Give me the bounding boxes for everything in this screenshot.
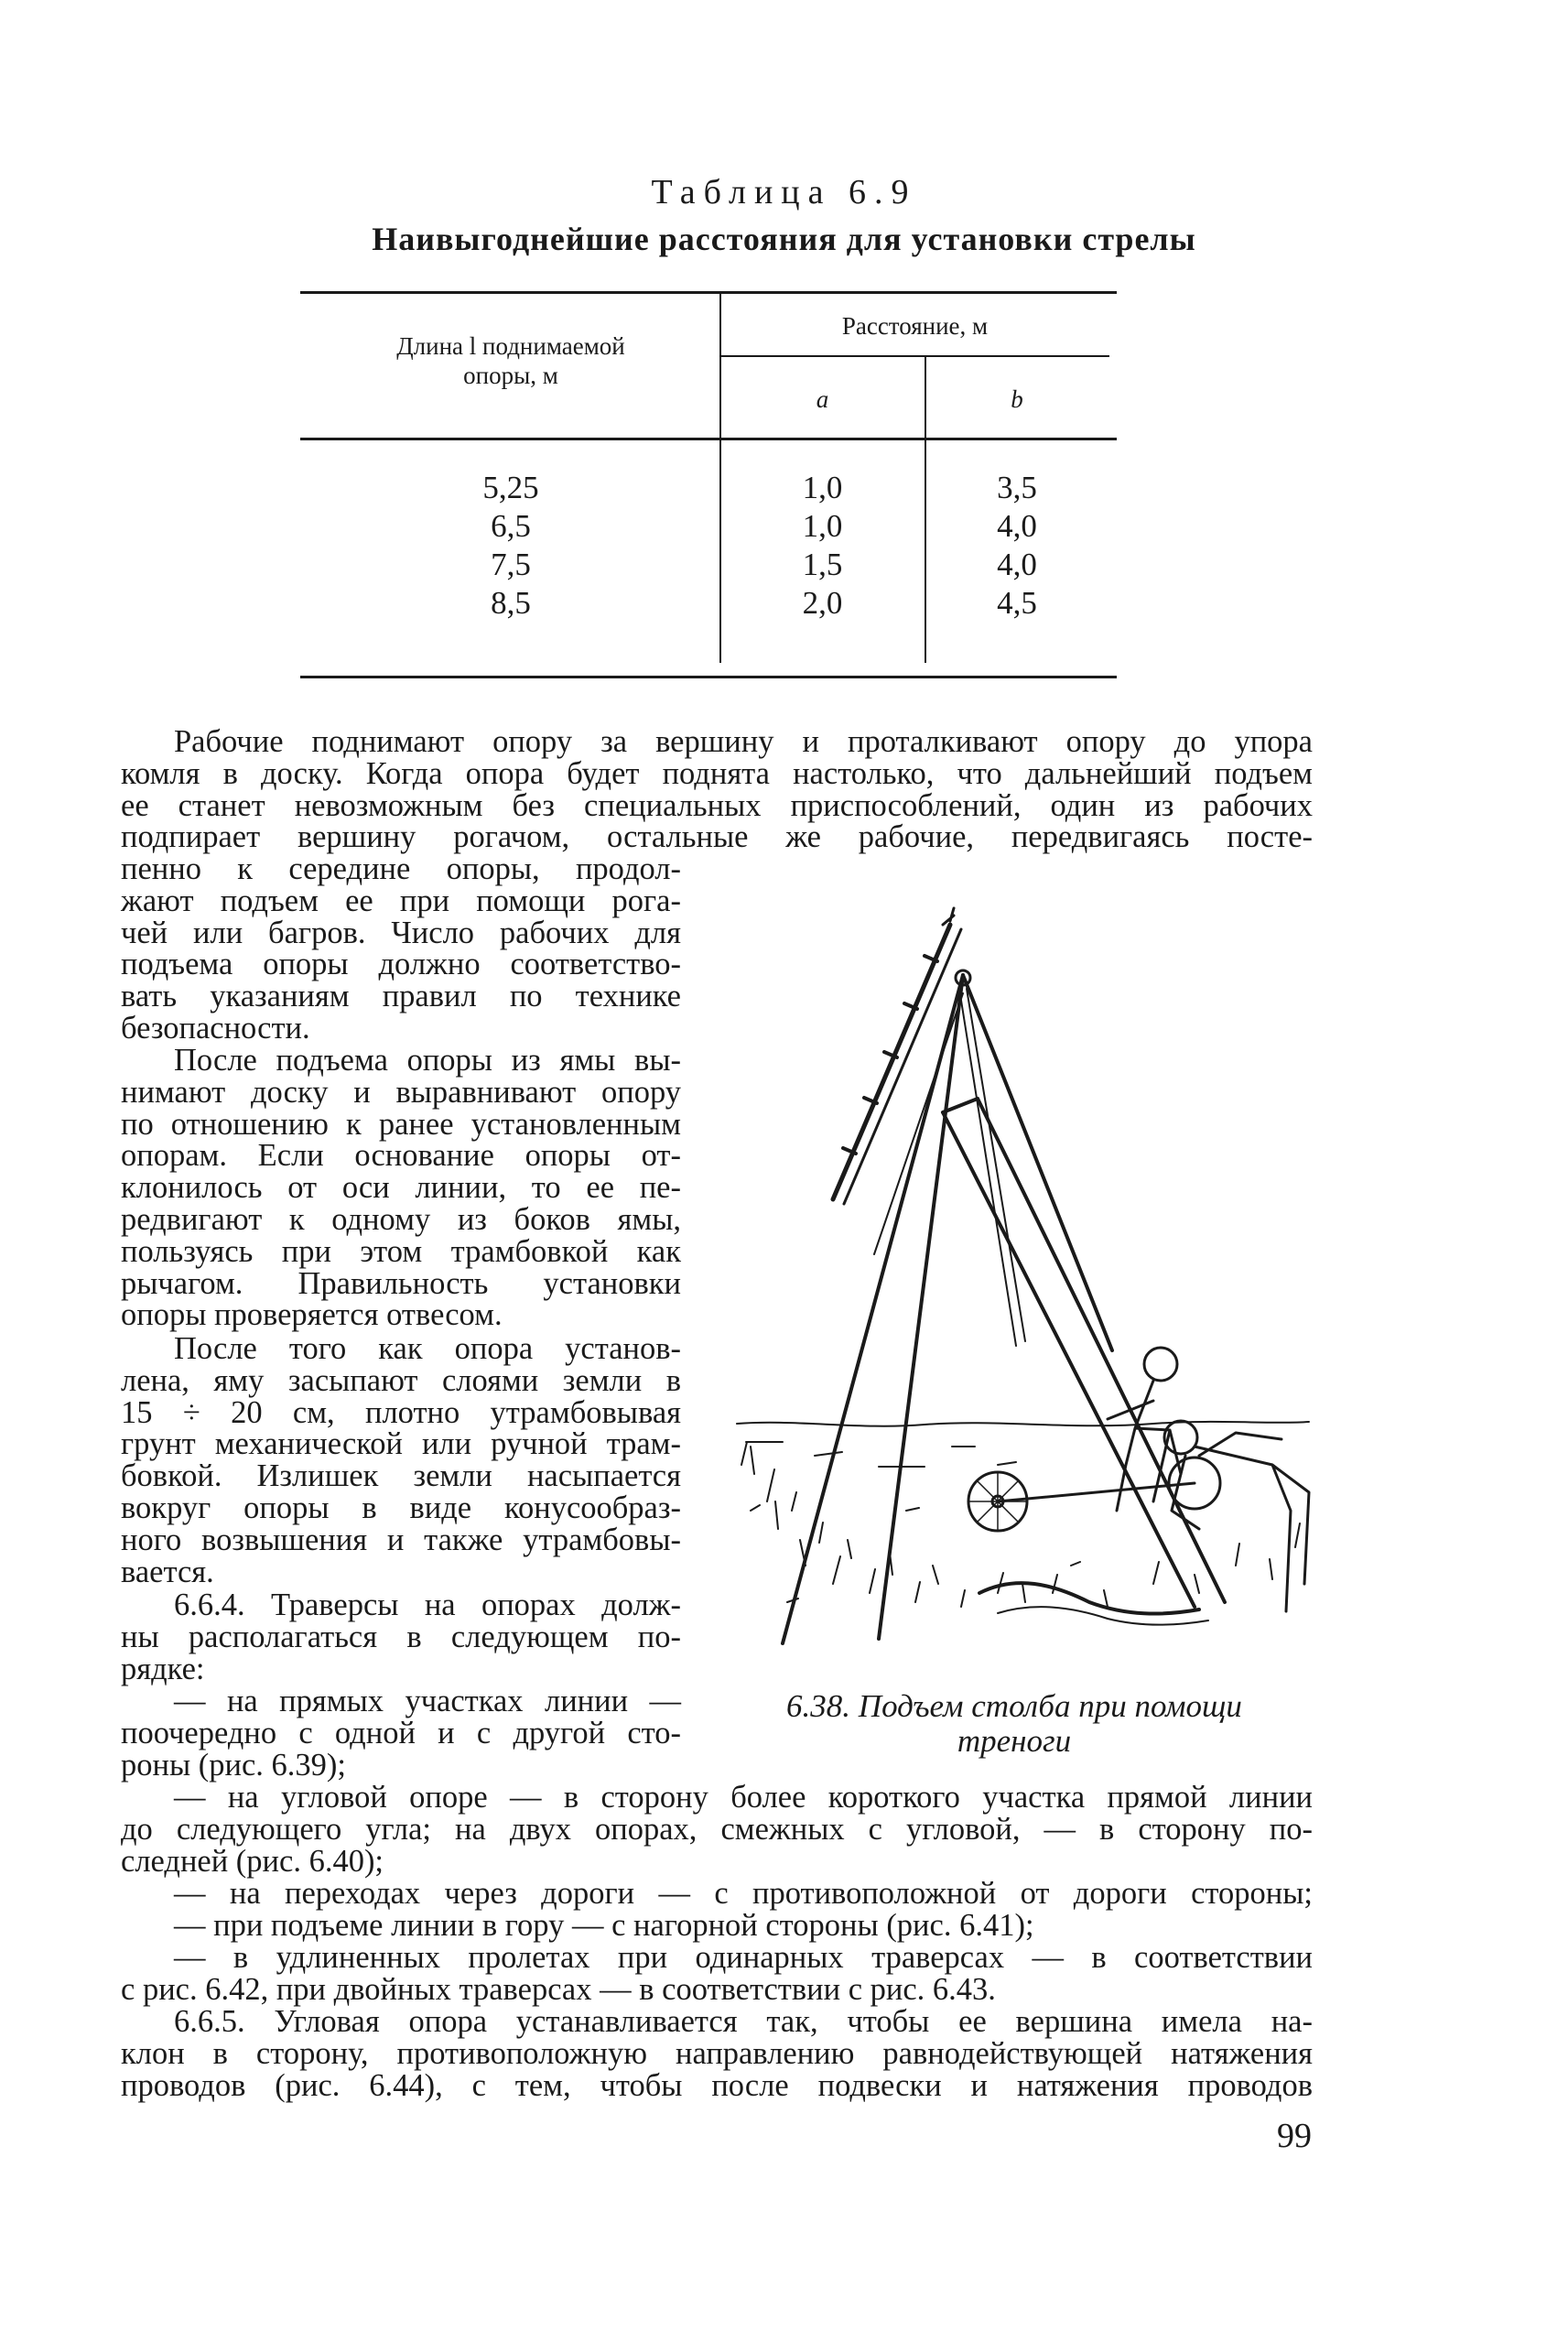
paragraph-7: — на переходах через дороги — с противоположной от дороги стороны; [174,1876,1313,1911]
table-bottom-rule [300,676,1117,678]
crossarm [833,925,950,1199]
header-a: a [816,385,829,413]
paragraph-3: После того как опора установ- лена, яму засыпают слоями земли в 15 ÷ 20 см, плотно утрамбовывая грунт механической или ручной трам- бовкой. Излишек земли насыпается вокруг опоры в виде конусообраз- ного возвышения и также утрамбовы- вается. [121,1331,681,1589]
table-header-rule [300,438,1117,440]
header-b: b [1011,385,1023,413]
ground-line [737,1422,1309,1426]
worker-bent [1164,1421,1309,1611]
paragraph-10: 6.6.5. Угловая опора устанавливается так, чтобы ее вершина имела на- клон в сторону, противоположную направлению равнодействующей натяжения проводов (рис. 6.44), с тем, чтобы после подвески и натяжения проводов [121,2004,1313,2103]
paragraph-8: — при подъеме линии в гору — с нагорной стороны (рис. 6.41); [174,1908,1034,1943]
table-title: Наивыгоднейшие расстояния для установки стрелы [372,221,1196,257]
paragraph-4: 6.6.4. Траверсы на опорах долж- ны располагаться в следующем по- рядке: [121,1588,681,1686]
table-subheader-rule [720,355,1109,357]
page-number: 99 [1277,2117,1312,2155]
paragraph-2: После подъема опоры из ямы вы- нимают доску и выравнивают опору по отношению к ранее установленным опорам. Если основание опоры от- клонилось от оси линии, то ее пе- редвигают к одному из боков ямы, пользуясь при этом трамбовкой как рычагом. Правильность установки опоры проверяется отвесом. [121,1043,681,1333]
paragraph-6: — на угловой опоре — в сторону более короткого участка прямой линии до следующего угла; на двух опорах, смежных с угловой, — в сторону по- следней (рис. 6.40); [121,1780,1313,1879]
pole-body [943,1099,1225,1607]
table-label: Таблица 6.9 [651,173,917,211]
paragraph-5: — на прямых участках линии — поочередно с одной и с другой сто- роны (рис. 6.39); [121,1684,681,1783]
header-distance: Расстояние, м [841,312,989,340]
figure-pole-raising-tripod [723,870,1318,1675]
table-top-rule [300,291,1117,294]
tripod-leg-right [963,975,1112,1350]
pole [833,1016,1108,1637]
paragraph-1-full: Рабочие поднимают опору за вершину и проталкивают опору до упора комля в доску. Когда опора будет поднята настолько, что дальнейший подъем ее станет невозможным без специальных приспособлений, один из рабочих подпирает вершину рогачом, остальные же рабочие, передвигаясь посте- [121,724,1313,855]
paragraph-9: — в удлиненных пролетах при одинарных траверсах — в соответствии с рис. 6.42, при двойных траверсах — в соответствии с рис. 6.43. [121,1940,1313,2007]
header-length: Длина l поднимаемой опоры, м [396,332,625,389]
paragraph-1-narrow: пенно к середине опоры, продол- жают подъем ее при помощи рога- чей или багров. Число рабочих для подъема опоры должно соответство- вать указаниям правил по технике безопасности. [121,851,681,1046]
tripod-leg-middle [879,975,963,1639]
document-page: Таблица 6.9 Наивыгоднейшие расстояния для установки стрелы Длина l поднимаемой опоры, м Расстояние, м a b 5,25 1,0 3,5 6,5 1,0 4,0 7,5 1,5 4,0 8,5 2,0 4,5 Рабочие поднимают опору за вершину и проталкивают опору до упора комля в доску. Когда опора будет поднята настолько, что дальнейший подъем ее станет невозможным без специальных приспособлений, один из рабочих подпирает вершину рогачом, остальные же рабочие, передвигаясь посте- пенно к середине опоры, продол- жают подъем ее при помощи рога- чей или багров. Число рабочих для подъема опоры должно соответство- вать указаниям правил по технике безопасности. После подъема опоры из ямы вы- нимают доску и выравнивают опору по отношению к ранее установленным опорам. Если основание опоры от- клонилось от оси линии, то ее пе- редвигают к одному из боков ямы, пользуясь при этом трамбовкой как рычагом. Правильность установки опоры проверяется отвесом. После того как опора установ- лена, яму засыпают слоями земли в 15 ÷ 20 см, плотно утрамбовывая грунт механической или ручной трам- бовкой. Излишек земли насыпается вокруг опоры в виде конусообраз- ного возвышения и также утрамбовы- вается. 6.6.4. Траверсы на опорах долж- ны располагаться в следующем по- рядке: — на прямых участках линии — поочередно с одной и с другой сто- роны (рис. 6.39); — на угловой опоре — в сторону более короткого участка прямой линии до следующего угла; на двух опорах, смежных с угловой, — в сторону по- следней (рис. 6.40); — на переходах через дороги — с противоположной от дороги стороны; — при подъеме линии в гору — с нагорной стороны (рис. 6.41); — в удлиненных пролетах при одинарных траверсах — в соответствии с рис. 6.42, при двойных траверсах — в соответствии с рис. 6.43. 6.6.5. Угловая опора устанавливается так, чтобы ее вершина имела на- клон в сторону, противоположную направлению равнодействующей натяжения проводов (рис. 6.44), с тем, чтобы после подвески и натяжения проводов 6.38. Подъем столба при помощи треноги 99 [0,0,1568,2341]
ground-horizon-marks [746,1442,1016,1467]
figure-caption: 6.38. Подъем столба при помощи треноги [786,1688,1242,1759]
